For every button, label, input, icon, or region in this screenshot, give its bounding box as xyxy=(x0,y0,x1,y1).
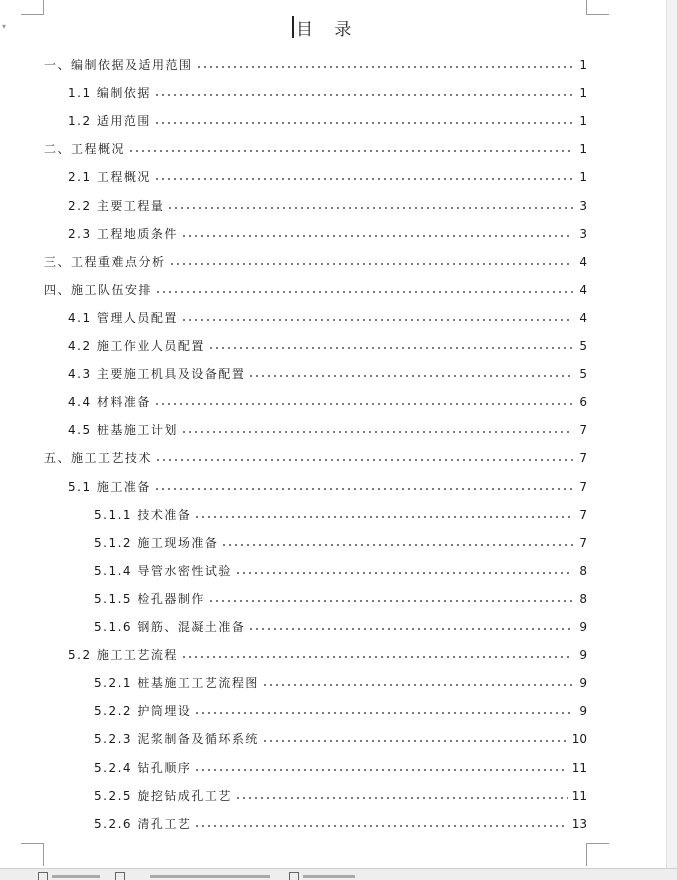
toc-leader-dots xyxy=(181,426,573,434)
toc-entry[interactable] xyxy=(94,782,587,802)
toc-entry-label: 三、工程重难点分析 xyxy=(44,254,166,269)
toc-leader-dots xyxy=(262,679,573,687)
toc-entry-page-number: 7 xyxy=(579,507,587,522)
toc-entry-page-number: 3 xyxy=(579,226,587,241)
toc-entry-page-number: 9 xyxy=(579,676,587,691)
toc-entry-label: 5.2.4 钻孔顺序 xyxy=(94,760,192,775)
toc-entry[interactable] xyxy=(44,444,587,464)
toc-entry-label: 5.2 施工工艺流程 xyxy=(68,648,178,663)
toc-entry-label: 5.1.6 钢筋、混凝土准备 xyxy=(94,620,246,634)
status-bar xyxy=(0,868,677,880)
toc-entry[interactable] xyxy=(68,79,587,99)
toc-entry-page-number: 7 xyxy=(579,535,587,550)
toc-entry-label: 5.2.5 旋挖钻成孔工艺 xyxy=(94,788,232,803)
toc-entry[interactable] xyxy=(94,669,587,689)
toc-leader-dots xyxy=(181,314,573,322)
toc-entry-page-number: 1 xyxy=(579,58,587,72)
margin-mark-top-right xyxy=(586,0,609,15)
toc-entry-page-number: 1 xyxy=(579,142,587,157)
toc-entry-label: 5.1.1 技术准备 xyxy=(94,507,192,522)
toc-entry-label: 4.5 桩基施工计划 xyxy=(68,423,178,438)
margin-mark-top-left xyxy=(21,0,44,15)
toc-entry-label: 1.1 编制依据 xyxy=(68,86,151,101)
toc-entry-label: 5.2.2 护筒埋设 xyxy=(94,704,192,719)
toc-leader-dots xyxy=(194,820,567,828)
toc-entry[interactable] xyxy=(68,388,587,408)
margin-mark-bottom-left xyxy=(21,843,44,866)
toc-entry-label: 四、施工队伍安排 xyxy=(44,282,153,297)
toc-entry[interactable] xyxy=(68,416,587,436)
toc-entry-page-number: 1 xyxy=(579,86,587,101)
toc-entry[interactable] xyxy=(68,220,587,240)
toc-entry-label: 5.1.4 导管水密性试验 xyxy=(94,563,232,578)
toc-entry-label: 4.3 主要施工机具及设备配置 xyxy=(68,367,246,382)
status-text xyxy=(150,875,270,878)
toc-leader-dots xyxy=(154,173,573,181)
toc-entry-page-number: 3 xyxy=(579,198,587,213)
toc-leader-dots xyxy=(208,342,573,350)
toc-leader-dots xyxy=(262,735,568,743)
toc-entry-label: 5.2.6 清孔工艺 xyxy=(94,816,192,831)
toc-entry[interactable] xyxy=(94,529,587,549)
toc-leader-dots xyxy=(181,230,573,238)
page-title: 目 录 xyxy=(296,20,360,40)
toc-leader-dots xyxy=(155,454,573,462)
toc-leader-dots xyxy=(248,370,573,378)
toc-entry-label: 5.1 施工准备 xyxy=(68,479,151,494)
toc-entry[interactable] xyxy=(44,135,587,155)
toc-entry-page-number: 11 xyxy=(571,788,587,803)
status-text xyxy=(52,875,100,878)
toc-entry[interactable] xyxy=(94,725,587,745)
toc-leader-dots xyxy=(155,286,573,294)
toc-entry-page-number: 5 xyxy=(579,339,587,353)
toc-entry-page-number: 5 xyxy=(579,367,587,382)
collapse-arrow-icon[interactable]: ▾ xyxy=(2,22,7,31)
toc-entry-label: 5.1.5 检孔器制作 xyxy=(94,591,205,606)
toc-entry[interactable] xyxy=(68,304,587,324)
toc-entry-page-number: 4 xyxy=(579,282,587,297)
toc-leader-dots xyxy=(154,117,573,125)
toc-entry-page-number: 7 xyxy=(579,479,587,494)
toc-leader-dots xyxy=(154,89,573,97)
toc-leader-dots xyxy=(235,792,568,800)
toc-entry[interactable] xyxy=(94,585,587,605)
toc-entry[interactable] xyxy=(68,332,587,352)
toc-entry-label: 一、编制依据及适用范围 xyxy=(44,58,193,72)
toc-leader-dots xyxy=(221,539,573,547)
toc-entry-label: 4.2 施工作业人员配置 xyxy=(68,339,205,353)
toc-entry[interactable] xyxy=(44,248,587,268)
toc-leader-dots xyxy=(196,61,573,69)
toc-leader-dots xyxy=(128,145,573,153)
margin-mark-bottom-right xyxy=(586,843,609,866)
toc-entry-page-number: 4 xyxy=(579,310,587,325)
toc-entry[interactable] xyxy=(94,810,587,830)
toc-entry-page-number: 1 xyxy=(579,170,587,185)
toc-entry[interactable] xyxy=(44,276,587,296)
toc-leader-dots xyxy=(208,595,573,603)
status-text xyxy=(303,875,355,878)
toc-entry-label: 2.2 主要工程量 xyxy=(68,198,165,213)
toc-entry-page-number: 7 xyxy=(579,451,587,466)
toc-leader-dots xyxy=(169,258,573,266)
toc-leader-dots xyxy=(194,707,573,715)
toc-entry-page-number: 8 xyxy=(579,563,587,578)
toc-entry[interactable] xyxy=(44,51,587,71)
toc-entry-label: 1.2 适用范围 xyxy=(68,114,151,129)
toc-entry-label: 5.2.3 泥浆制备及循环系统 xyxy=(94,732,259,747)
text-cursor xyxy=(292,16,294,38)
toc-entry[interactable] xyxy=(94,557,587,577)
toc-entry[interactable] xyxy=(94,754,587,774)
toc-entry-page-number: 9 xyxy=(579,648,587,663)
toc-entry[interactable] xyxy=(68,473,587,493)
toc-entry-label: 2.3 工程地质条件 xyxy=(68,226,178,241)
toc-entry-page-number: 11 xyxy=(571,760,587,775)
toc-entry-page-number: 6 xyxy=(579,395,587,410)
toc-entry[interactable] xyxy=(68,192,587,212)
toc-entry-label: 二、工程概况 xyxy=(44,142,126,157)
toc-entry-label: 5.2.1 桩基施工工艺流程图 xyxy=(94,676,259,691)
toc-entry[interactable] xyxy=(68,641,587,661)
toc-leader-dots xyxy=(194,511,573,519)
toc-entry-page-number: 4 xyxy=(579,254,587,269)
toc-entry-label: 五、施工工艺技术 xyxy=(44,451,153,466)
toc-entry-label: 2.1 工程概况 xyxy=(68,170,151,185)
toc-entry-page-number: 1 xyxy=(579,114,587,129)
toc-entry-page-number: 9 xyxy=(579,620,587,634)
toc-leader-dots xyxy=(194,764,567,772)
toc-leader-dots xyxy=(154,398,573,406)
vertical-scrollbar[interactable] xyxy=(666,0,677,868)
toc-entry-page-number: 7 xyxy=(579,423,587,438)
toc-entry-page-number: 9 xyxy=(579,704,587,719)
toc-leader-dots xyxy=(248,623,573,631)
toc-entry-label: 5.1.2 施工现场准备 xyxy=(94,535,219,550)
toc-leader-dots xyxy=(235,567,573,575)
toc-entry-page-number: 13 xyxy=(571,816,587,831)
toc-entry[interactable] xyxy=(68,360,587,380)
toc-leader-dots xyxy=(154,483,573,491)
toc-entry[interactable] xyxy=(94,613,587,633)
toc-leader-dots xyxy=(181,651,573,659)
toc-entry[interactable] xyxy=(68,107,587,127)
toc-entry[interactable] xyxy=(94,501,587,521)
toc-entry[interactable] xyxy=(68,163,587,183)
toc-entry[interactable] xyxy=(94,697,587,717)
toc-entry-page-number: 8 xyxy=(579,591,587,606)
toc-entry-page-number: 10 xyxy=(571,732,587,747)
toc-entry-label: 4.1 管理人员配置 xyxy=(68,310,178,325)
toc-leader-dots xyxy=(167,202,573,210)
toc-entry-label: 4.4 材料准备 xyxy=(68,395,151,410)
